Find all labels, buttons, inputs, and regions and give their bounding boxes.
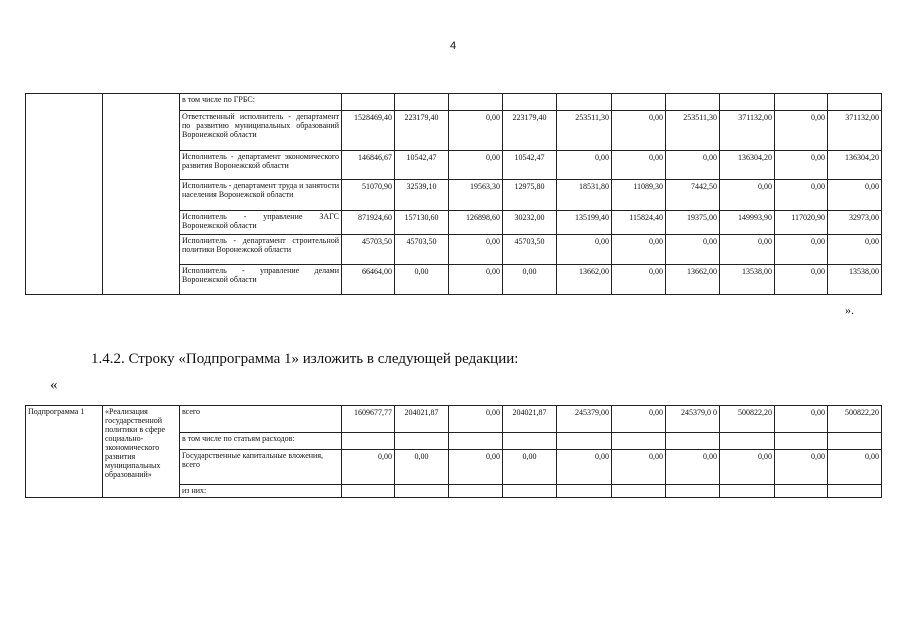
subprogram-label: Подпрограмма 1: [26, 406, 103, 498]
value-cell: [342, 485, 395, 498]
value-cell: [666, 485, 720, 498]
value-cell: [828, 485, 882, 498]
value-cell: 1609677,77: [342, 406, 395, 433]
value-cell: [395, 94, 449, 111]
value-cell: [720, 94, 775, 111]
subprogram-table: [25, 405, 882, 498]
value-cell: [612, 433, 666, 450]
value-cell: 0,00: [775, 111, 828, 151]
value-cell: 0,00: [828, 450, 882, 485]
value-cell: [395, 433, 449, 450]
value-cell: 0,00: [720, 450, 775, 485]
value-cell: [557, 94, 612, 111]
value-cell: 115824,40: [612, 211, 666, 235]
row-label: Исполнитель - департамент строительной политики Воронежской области: [180, 235, 342, 265]
row-label: Исполнитель - департамент труда и занятости населения Воронежской области: [180, 180, 342, 211]
value-cell: 0,00: [395, 265, 449, 295]
value-cell: [503, 94, 557, 111]
value-cell: 157130,60: [395, 211, 449, 235]
value-cell: 0,00: [666, 235, 720, 265]
value-cell: 0,00: [557, 151, 612, 180]
value-cell: 18531,80: [557, 180, 612, 211]
opening-quote: «: [50, 377, 58, 393]
value-cell: 13662,00: [557, 265, 612, 295]
value-cell: 146846,67: [342, 151, 395, 180]
value-cell: 0,00: [775, 235, 828, 265]
value-cell: 223179,40: [395, 111, 449, 151]
table-row: [26, 94, 882, 111]
value-cell: 136304,20: [828, 151, 882, 180]
value-cell: [449, 433, 503, 450]
value-cell: 7442,50: [666, 180, 720, 211]
value-cell: 0,00: [775, 265, 828, 295]
value-cell: 0,00: [775, 151, 828, 180]
value-cell: [612, 94, 666, 111]
budget-table-grbs-body: [26, 94, 882, 295]
value-cell: 0,00: [828, 235, 882, 265]
value-cell: 0,00: [557, 450, 612, 485]
value-cell: 253511,30: [557, 111, 612, 151]
value-cell: 51070,90: [342, 180, 395, 211]
value-cell: [775, 433, 828, 450]
budget-table-grbs: [25, 93, 882, 295]
value-cell: 10542,47: [503, 151, 557, 180]
value-cell: 245379,0 0: [666, 406, 720, 433]
value-cell: [612, 485, 666, 498]
value-cell: 0,00: [775, 450, 828, 485]
merged-empty-cell: [103, 94, 180, 295]
value-cell: 0,00: [449, 450, 503, 485]
value-cell: [666, 433, 720, 450]
value-cell: 45703,50: [342, 235, 395, 265]
value-cell: 45703,50: [395, 235, 449, 265]
value-cell: 32973,00: [828, 211, 882, 235]
value-cell: 135199,40: [557, 211, 612, 235]
value-cell: 0,00: [828, 180, 882, 211]
value-cell: 11089,30: [612, 180, 666, 211]
value-cell: 0,00: [612, 406, 666, 433]
value-cell: 136304,20: [720, 151, 775, 180]
value-cell: 0,00: [449, 235, 503, 265]
value-cell: [503, 485, 557, 498]
value-cell: 117020,90: [775, 211, 828, 235]
value-cell: 0,00: [342, 450, 395, 485]
row-label: из них:: [180, 485, 342, 498]
value-cell: 19375,00: [666, 211, 720, 235]
row-label: всего: [180, 406, 342, 433]
value-cell: 0,00: [612, 450, 666, 485]
value-cell: 13662,00: [666, 265, 720, 295]
value-cell: 0,00: [449, 111, 503, 151]
value-cell: 253511,30: [666, 111, 720, 151]
value-cell: 30232,00: [503, 211, 557, 235]
value-cell: 500822,20: [828, 406, 882, 433]
value-cell: 126898,60: [449, 211, 503, 235]
value-cell: [395, 485, 449, 498]
value-cell: [503, 433, 557, 450]
value-cell: 12975,80: [503, 180, 557, 211]
value-cell: 19563,30: [449, 180, 503, 211]
row-label: в том числе по статьям расходов:: [180, 433, 342, 450]
page-number: 4: [450, 40, 457, 52]
value-cell: 871924,60: [342, 211, 395, 235]
value-cell: 0,00: [395, 450, 449, 485]
value-cell: [720, 485, 775, 498]
value-cell: 10542,47: [395, 151, 449, 180]
value-cell: 0,00: [449, 265, 503, 295]
value-cell: 0,00: [612, 111, 666, 151]
value-cell: [342, 433, 395, 450]
row-label: Исполнитель - департамент экономического развития Воронежской области: [180, 151, 342, 180]
value-cell: 66464,00: [342, 265, 395, 295]
value-cell: 223179,40: [503, 111, 557, 151]
value-cell: [720, 433, 775, 450]
value-cell: 149993,90: [720, 211, 775, 235]
value-cell: 0,00: [503, 265, 557, 295]
value-cell: 0,00: [557, 235, 612, 265]
value-cell: 204021,87: [503, 406, 557, 433]
closing-quote: ».: [845, 303, 854, 317]
value-cell: [828, 94, 882, 111]
value-cell: [342, 94, 395, 111]
value-cell: [775, 485, 828, 498]
value-cell: 0,00: [503, 450, 557, 485]
value-cell: 13538,00: [720, 265, 775, 295]
value-cell: 245379,00: [557, 406, 612, 433]
row-label: Исполнитель - управление ЗАГС Воронежской области: [180, 211, 342, 235]
value-cell: [775, 94, 828, 111]
value-cell: 0,00: [775, 406, 828, 433]
value-cell: 0,00: [612, 265, 666, 295]
value-cell: [449, 94, 503, 111]
value-cell: 32539,10: [395, 180, 449, 211]
value-cell: 1528469,40: [342, 111, 395, 151]
value-cell: 0,00: [720, 180, 775, 211]
value-cell: 0,00: [612, 151, 666, 180]
value-cell: [828, 433, 882, 450]
value-cell: 371132,00: [828, 111, 882, 151]
row-label: Ответственный исполнитель - департамент по развитию муниципальных образований Воронежской области: [180, 111, 342, 151]
table-row: [26, 406, 882, 433]
row-label: в том числе по ГРБС:: [180, 94, 342, 111]
value-cell: 0,00: [720, 235, 775, 265]
value-cell: [449, 485, 503, 498]
value-cell: 500822,20: [720, 406, 775, 433]
section-heading: 1.4.2. Строку «Подпрограмма 1» изложить в следующей редакции:: [91, 351, 519, 367]
value-cell: [666, 94, 720, 111]
subprogram-table-body: [26, 406, 882, 498]
value-cell: 0,00: [666, 450, 720, 485]
value-cell: 0,00: [666, 151, 720, 180]
value-cell: 371132,00: [720, 111, 775, 151]
value-cell: 13538,00: [828, 265, 882, 295]
value-cell: 0,00: [775, 180, 828, 211]
value-cell: 45703,50: [503, 235, 557, 265]
row-label: Государственные капитальные вложения, всего: [180, 450, 342, 485]
subprogram-name: «Реализация государственной политики в сфере социально-экономического развития муниципальных образований»: [103, 406, 180, 498]
merged-empty-cell: [26, 94, 103, 295]
value-cell: [557, 433, 612, 450]
value-cell: [557, 485, 612, 498]
value-cell: 0,00: [612, 235, 666, 265]
value-cell: 204021,87: [395, 406, 449, 433]
value-cell: 0,00: [449, 151, 503, 180]
value-cell: 0,00: [449, 406, 503, 433]
row-label: Исполнитель - управление делами Воронежской области: [180, 265, 342, 295]
